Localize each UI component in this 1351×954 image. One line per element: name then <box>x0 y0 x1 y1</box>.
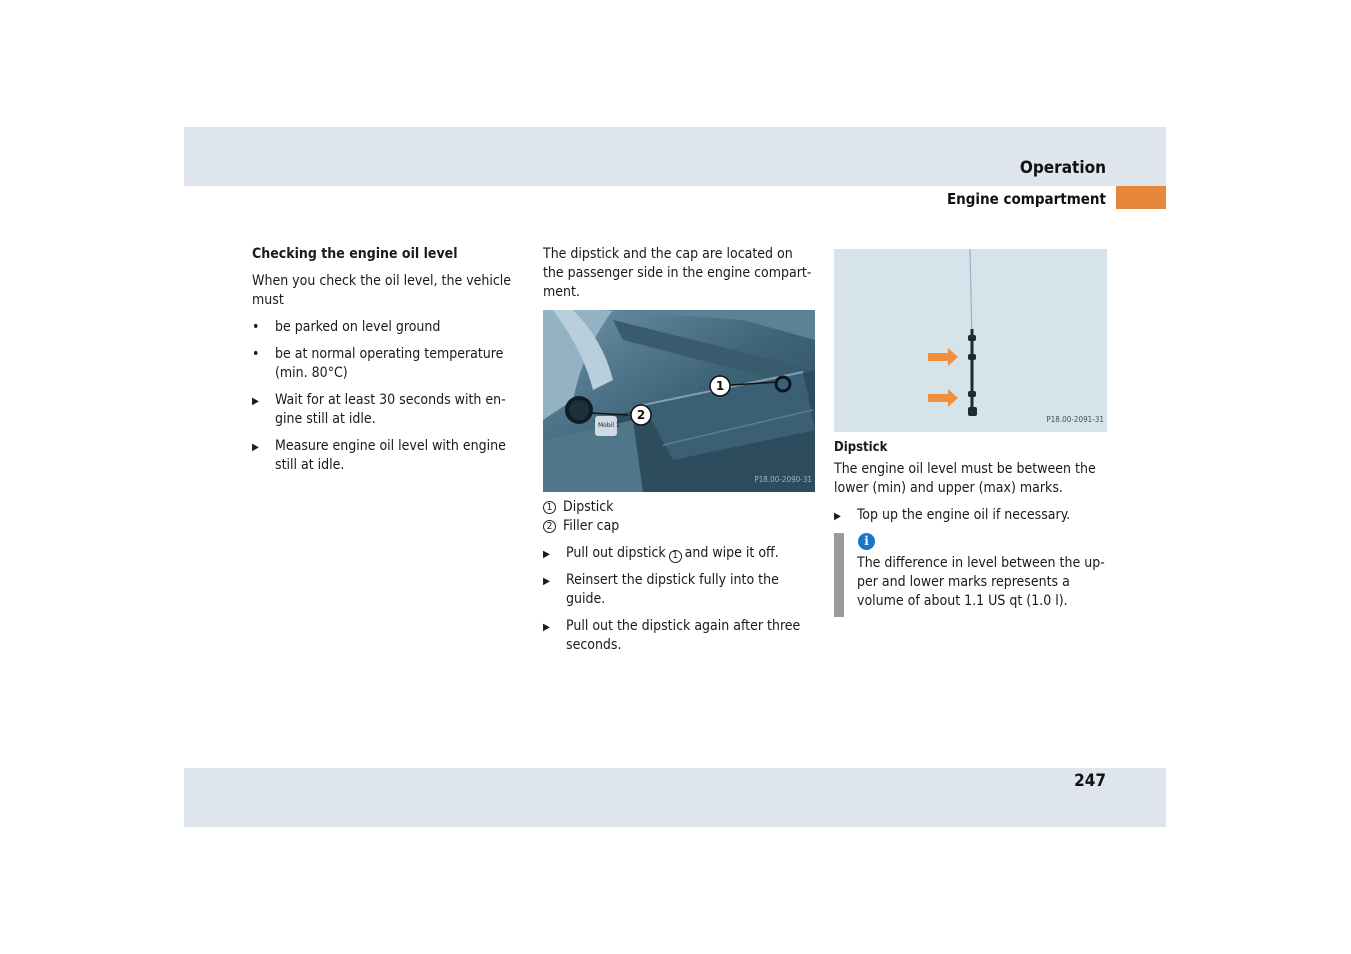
condition-list <box>252 318 522 475</box>
figure-code: P18.00-2091-31 <box>1046 415 1104 424</box>
level-text: The engine oil level must be between the lower (min) and upper (max) marks. <box>834 461 1096 496</box>
header-band <box>184 127 1166 186</box>
bullet-icon <box>252 345 270 364</box>
callout-2: 2 <box>636 408 646 422</box>
triangle-right-icon <box>543 571 561 591</box>
triangle-right-icon <box>543 544 561 564</box>
location-text: The dipstick and the cap are located on the passenger side in the engine compart-ment. <box>543 246 812 300</box>
intro-text: When you check the oil level, the vehicle must <box>252 273 512 308</box>
triangle-right-icon <box>543 617 561 637</box>
legend-item: 2 Filler cap <box>543 517 815 536</box>
figure-legend <box>543 498 815 536</box>
engine-compartment-figure <box>543 310 815 492</box>
step-item: ▶ Reinsert the dipstick fully into the guide. <box>543 571 815 609</box>
triangle-right-icon <box>834 506 852 526</box>
step-item: ▶ Pull out the dipstick again after three seconds. <box>543 617 815 655</box>
chapter-tab <box>1116 186 1166 209</box>
info-icon: i <box>858 533 875 550</box>
note-text: The difference in level between the up-per and lower marks represents a volume of about 1.1 US qt (1.0 l). <box>857 555 1105 609</box>
step-list <box>834 506 1109 525</box>
section-heading: Checking the engine oil level <box>252 246 458 262</box>
note-bar <box>834 533 844 617</box>
engine-compartment-illustration <box>543 310 815 492</box>
bullet-icon <box>252 318 270 337</box>
step-item: ▶ Pull out dipstick 1 and wipe it off. <box>543 544 815 563</box>
step-item: ▶ Wait for at least 30 seconds with en-gine still at idle. <box>252 391 522 429</box>
cap-label: Mobil 1 <box>598 422 620 429</box>
column-2 <box>543 245 815 663</box>
triangle-right-icon <box>252 437 270 457</box>
dipstick-illustration <box>834 249 1107 432</box>
step-item: ▶ Measure engine oil level with engine still at idle. <box>252 437 522 475</box>
triangle-right-icon <box>252 391 270 411</box>
step-item: ▶ Top up the engine oil if necessary. <box>834 506 1109 525</box>
chapter-title: Engine compartment <box>946 190 1106 208</box>
step-list <box>543 544 815 655</box>
figure-code: P18.00-2090-31 <box>754 475 812 484</box>
callout-1: 1 <box>715 379 725 393</box>
dipstick-figure <box>834 249 1107 432</box>
info-note <box>834 533 1109 611</box>
figure-caption: Dipstick <box>834 440 888 455</box>
footer-band <box>184 768 1166 827</box>
legend-item: 1 Dipstick <box>543 498 815 517</box>
list-item: • be parked on level ground <box>252 318 522 337</box>
section-title: Operation <box>1019 158 1106 178</box>
page-number: 247 <box>1074 771 1106 791</box>
list-item: • be at normal operating temperature (min. 80°C) <box>252 345 522 383</box>
column-1 <box>252 245 522 483</box>
column-3 <box>834 245 1109 611</box>
